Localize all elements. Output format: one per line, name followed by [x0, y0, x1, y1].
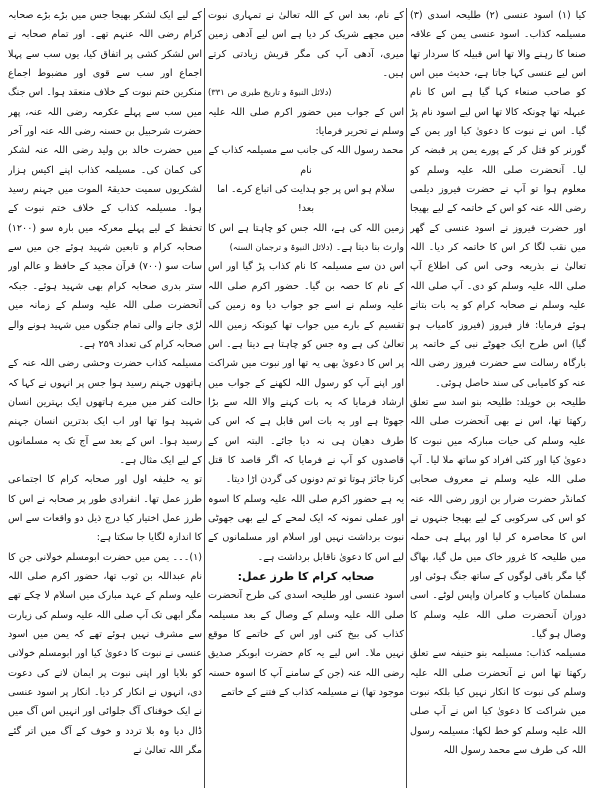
quote-text: زمین اللہ کی ہے، اللہ جس کو چاہتا ہے اس کا وارث بنا دیتا ہے۔ — [208, 222, 404, 254]
citation: (دلائل النبوۃ و ترجمان السنہ) — [229, 242, 333, 253]
quoted-letter-line: محمد رسول اللہ کی جانب سے مسیلمہ کذاب کے نام — [208, 145, 404, 176]
paragraph: تو یہ خلیفہ اول اور صحابہ کرام کا اجتماعی طرز عمل تھا۔ انفرادی طور پر صحابہ نے اس کا طرز عمل اختیار کیا درج ذیل دو واقعات سے اس کا اندازہ لگایا جا سکتا ہے: — [8, 474, 202, 544]
column-divider — [204, 8, 205, 788]
paragraph: اس دن سے مسیلمہ کا نام کذاب پڑ گیا اور اس کے نام کا حصہ بن گیا۔ حضور اکرم صلی اللہ علیہ وسلم نے اسے جو جواب دیا وہ زمین کی تقسیم کے بارے میں جواب تھا کیونکہ زمین اللہ تعالیٰ کی ہے وہ جس کو چاہتا ہے دیتا ہے۔ اس پر اس کا دعویٰ بھی یہ تھا اور نبوت میں شراکت اور اپنے آپ کو رسول اللہ لکھنے کے جواب میں ارشاد فرمایا کہ یہ بات کہنے والا اللہ سے بڑا جھوٹا ہے اور یہ بات اس قابل ہے کہ اس کی طرف دھیان ہی نہ دیا جائے۔ البتہ اس کے قاصدوں کو آپ نے فرمایا کہ اگر قاصد کا قتل کرنا جائز ہوتا تو تم دونوں کی گردن اڑا دیتا۔ — [208, 261, 404, 486]
paragraph: اسود عنسی اور طلیحہ اسدی کی طرح آنحضرت صلی اللہ علیہ وسلم کے وصال کے بعد مسیلمہ کذاب کی بیخ کنی اور اس کے خاتمے کا موقع نہیں ملا۔ اس لیے یہ کام حضرت ابوبکر صدیق رضی اللہ عنہ (جن کے سامنے آپ کا اسوہ حسنہ موجود تھا) نے مسیلمہ کذاب کے فتنے کے خاتمے — [208, 590, 404, 699]
paragraph: یہ ہے حضور اکرم صلی اللہ علیہ وسلم کا اسوہ اور عملی نمونہ کہ ایک لمحے کے لیے بھی جھوٹی نبوت برداشت نہیں اور اسلام اور مسلمانوں کے لیے اس کا دعویٰ ناقابل برداشت ہے۔ — [208, 493, 404, 563]
paragraph: مسیلمہ کذاب حضرت وحشی رضی اللہ عنہ کے ہاتھوں جہنم رسید ہوا جس پر انہوں نے کہا کہ حالت کفر میں میرے ہاتھوں ایک بہترین انسان شہید ہوا تھا اور اب ایک بدترین انسان جہنم رسید ہوا۔ اس کے بعد سے آج تک یہ مسلمانوں کے لیے ایک مثال ہے۔ — [8, 358, 202, 466]
paragraph: کیا (۱) اسود عنسی (۲) طلیحہ اسدی (۳) مسیلمہ کذاب۔ اسود عنسی یمن کے علاقہ صنعا کا رہنے والا تھا اس قبیلہ کا سردار تھا اس لیے عنسی کہا جاتا ہے، حدیث میں اس کو صاحب صنعاء کہا گیا ہے اس کا نام عبہلہ تھا چونکہ کالا تھا اس لیے اسود نام پڑ گیا۔ اس نے نبوت کا دعویٰ کیا اور یمن کے گورنر کو قتل کر کے پورے یمن پر قبضہ کر لیا۔ آنحضرت صلی اللہ علیہ وسلم کو معلوم ہوا تو آپ نے حضرت فیروز دیلمی رضی اللہ عنہ کو اس کے خاتمہ کے لیے بھیجا اور حضرت فیروز نے اسود عنسی کے گھر میں نقب لگا کر اس کا خاتمہ کر دیا۔ اللہ تعالیٰ نے بذریعہ وحی اس کی اطلاع آپ صلی اللہ علیہ وسلم کو دی۔ آپ صلی اللہ علیہ وسلم نے صحابہ کرام کو یہ بات بتاتے ہوئے فرمایا: فاز فیروز (فیروز کامیاب ہو گیا) اس طرح ایک جھوٹے نبی کے خاتمہ پر بارگاہ رسالت سے حضرت فیروز رضی اللہ عنہ کو کامیابی کی سند حاصل ہوئی۔ — [410, 10, 586, 389]
text-column-left — [8, 6, 202, 790]
paragraph: کے نام، بعد اس کے اللہ تعالیٰ نے تمہاری نبوت میں مجھے شریک کر دیا ہے اس لیے آدھی زمین میری، آدھی آپ کی مگر قریش زیادتی کرتے ہیں۔ — [208, 10, 404, 80]
section-heading: صحابہ کرام کا طرز عمل: — [237, 569, 375, 583]
column-divider — [406, 8, 407, 788]
paragraph: کے لیے ایک لشکر بھیجا جس میں بڑے بڑے صحابہ کرام رضی اللہ عنہم تھے۔ اور تمام صحابہ نے اس لشکر کشی پر اتفاق کیا، یوں سب سے پہلا اجماع اور سب سے قوی اور مضبوط اجماع منکرین ختم نبوت کے خلاف منعقد ہوا۔ اس جنگ میں سب سے پہلے عکرمہ رضی اللہ عنہ، پھر حضرت شرحبیل بن حسنہ رضی اللہ عنہ اور آخر میں حضرت خالد بن ولید رضی اللہ عنہ لشکر کی کمان کی۔ مسیلمہ کذاب اپنے اکیس ہزار لشکریوں سمیت حدیقۃ الموت میں جہنم رسید ہوا۔ مسیلمہ کذاب کے خلاف ختم نبوت کے تحفظ کے لیے پہلے معرکہ میں بارہ سو (۱۲۰۰) صحابہ کرام و تابعین شہید ہوئے جن میں سے سات سو (۷۰۰) قرآن مجید کے حافظ و عالم اور ستر بدری صحابہ کرام بھی شہید ہوئے۔ جبکہ آنحضرت صلی اللہ علیہ وسلم کے زمانہ میں لڑی جانے والی تمام جنگوں میں شہید ہونے والے صحابہ کرام کی تعداد ۲۵۹ ہے۔ — [8, 10, 202, 350]
quoted-letter-line — [208, 219, 404, 258]
quoted-letter-line: سلام ہو اس پر جو ہدایت کی اتباع کرے۔ اما بعد! — [217, 184, 395, 215]
text-column-middle — [208, 6, 404, 790]
paragraph: طلیحہ بن خویلد: طلیحہ بنو اسد سے تعلق رکھتا تھا، اس نے بھی آنحضرت صلی اللہ علیہ وسلم کی حیات مبارکہ میں نبوت کا دعویٰ کیا اور کئی افراد کو ساتھ ملا لیا۔ آپ صلی اللہ علیہ وسلم نے معروف صحابی کمانڈر حضرت ضرار بن ازور رضی اللہ عنہ کو اس کی سرکوبی کے لیے بھیجا جنہوں نے اس کا محاصرہ کر لیا اور پہلے ہی حملہ میں طلیحہ کا غرور خاک میں مل گیا، بھاگ گیا مگر باقی لوگوں کے ساتھ جنگ ہوئی اور مسلمان کامیاب و کامران واپس لوٹے۔ اسی دوران آنحضرت صلی اللہ علیہ وسلم کا وصال ہو گیا۔ — [410, 396, 586, 640]
paragraph: مسیلمہ کذاب: مسیلمہ بنو حنیفہ سے تعلق رکھتا تھا اس نے آنحضرت صلی اللہ علیہ وسلم کی نبوت کا انکار نہیں کیا بلکہ نبوت میں شراکت کا دعویٰ کیا اس نے آپ صلی اللہ علیہ وسلم کو خط لکھا: مسیلمہ رسول اللہ کی طرف سے محمد رسول اللہ — [410, 648, 586, 757]
text-column-right — [410, 6, 586, 790]
citation: (دلائل النبوۃ و تاریخ طبری ص ۳۳۱) — [208, 87, 332, 98]
paragraph: اس کے جواب میں حضور اکرم صلی اللہ علیہ وسلم نے تحریر فرمایا: — [208, 106, 404, 138]
paragraph: (۱)۔۔۔ یمن میں حضرت ابومسلم خولانی جن کا نام عبداللہ بن ثوب تھا، حضور اکرم صلی اللہ علیہ وسلم کے عہد مبارک میں اسلام لا چکے تھے مگر ابھی تک آپ صلی اللہ علیہ وسلم کی زیارت سے مشرف نہیں ہوئے تھے کہ یمن میں اسود عنسی نے نبوت کا دعویٰ کیا اور ابومسلم خولانی کو بلایا اور اپنی نبوت پر ایمان لانے کی دعوت دی، انہوں نے انکار کر دیا۔ انکار پر اسود عنسی نے ایک خوفناک آگ جلوائی اور انہیں اس آگ میں ڈال دیا وہ بلا تردد و خوف کے آگ میں اتر گئے مگر اللہ تعالیٰ نے — [8, 551, 202, 757]
